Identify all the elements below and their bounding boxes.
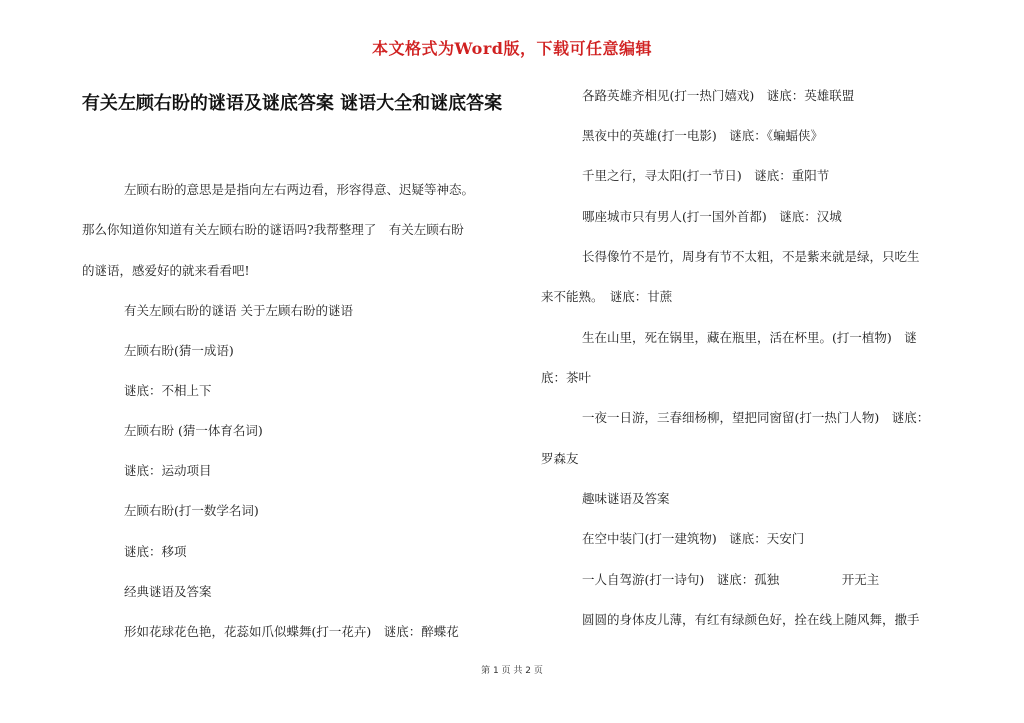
riddle-line: 千里之行，寻太阳(打一节日) 谜底：重阳节 (582, 168, 830, 183)
riddle-line: 一人自驾游(打一诗句) 谜底：孤独 开无主 (582, 572, 880, 587)
riddle-line: 生在山里，死在锅里，藏在瓶里，活在杯里。(打一植物) 谜 (582, 330, 917, 345)
riddle-answer: 谜底：不相上下 (124, 383, 212, 398)
paragraph-line: 那么你知道你知道有关左顾右盼的谜语吗?我帮整理了 有关左顾右盼 (82, 222, 464, 237)
riddle-line: 各路英雄齐相见(打一热门嬉戏) 谜底：英雄联盟 (582, 88, 855, 103)
page-footer: 第 1 页 共 2 页 (481, 666, 543, 676)
riddle-question: 左顾右盼 (猜一体育名词) (124, 423, 263, 438)
riddle-line: 底：茶叶 (541, 370, 592, 385)
paragraph-line: 的谜语，感爱好的就来看看吧! (82, 263, 250, 278)
paragraph-line: 左顾右盼的意思是是指向左右两边看，形容得意、迟疑等神态。 (124, 182, 475, 197)
page-title: 有关左顾右盼的谜语及谜底答案 谜语大全和谜底答案 (81, 93, 503, 114)
riddle-line: 罗森友 (541, 451, 579, 466)
riddle-line: 哪座城市只有男人(打一国外首都) 谜底：汉城 (582, 209, 842, 224)
section-heading: 趣味谜语及答案 (582, 491, 670, 506)
riddle-question: 左顾右盼(猜一成语) (124, 343, 234, 358)
section-heading: 有关左顾右盼的谜语 关于左顾右盼的谜语 (124, 303, 353, 318)
riddle-answer: 谜底：运动项目 (124, 463, 212, 478)
section-heading: 经典谜语及答案 (124, 584, 212, 599)
riddle-answer: 谜底：移项 (124, 544, 187, 559)
riddle-line: 圆圆的身体皮儿薄，有红有绿颜色好，拴在线上随风舞，撒手 (582, 612, 920, 627)
riddle-line: 形如花球花色艳，花蕊如爪似蝶舞(打一花卉) 谜底：醉蝶花 (124, 624, 459, 639)
riddle-line: 长得像竹不是竹，周身有节不太粗，不是紫来就是绿，只吃生 (582, 249, 920, 264)
riddle-line: 在空中装门(打一建筑物) 谜底：天安门 (582, 531, 805, 546)
riddle-line: 黑夜中的英雄(打一电影) 谜底：《蝙蝠侠》 (582, 128, 824, 143)
riddle-question: 左顾右盼(打一数学名词) (124, 503, 259, 518)
riddle-line: 一夜一日游，三春细杨柳，望把同窗留(打一热门人物) 谜底： (582, 410, 930, 425)
document-banner: 本文格式为Word版，下载可任意编辑 (372, 39, 652, 58)
riddle-line: 来不能熟。 谜底：甘蔗 (541, 289, 673, 304)
